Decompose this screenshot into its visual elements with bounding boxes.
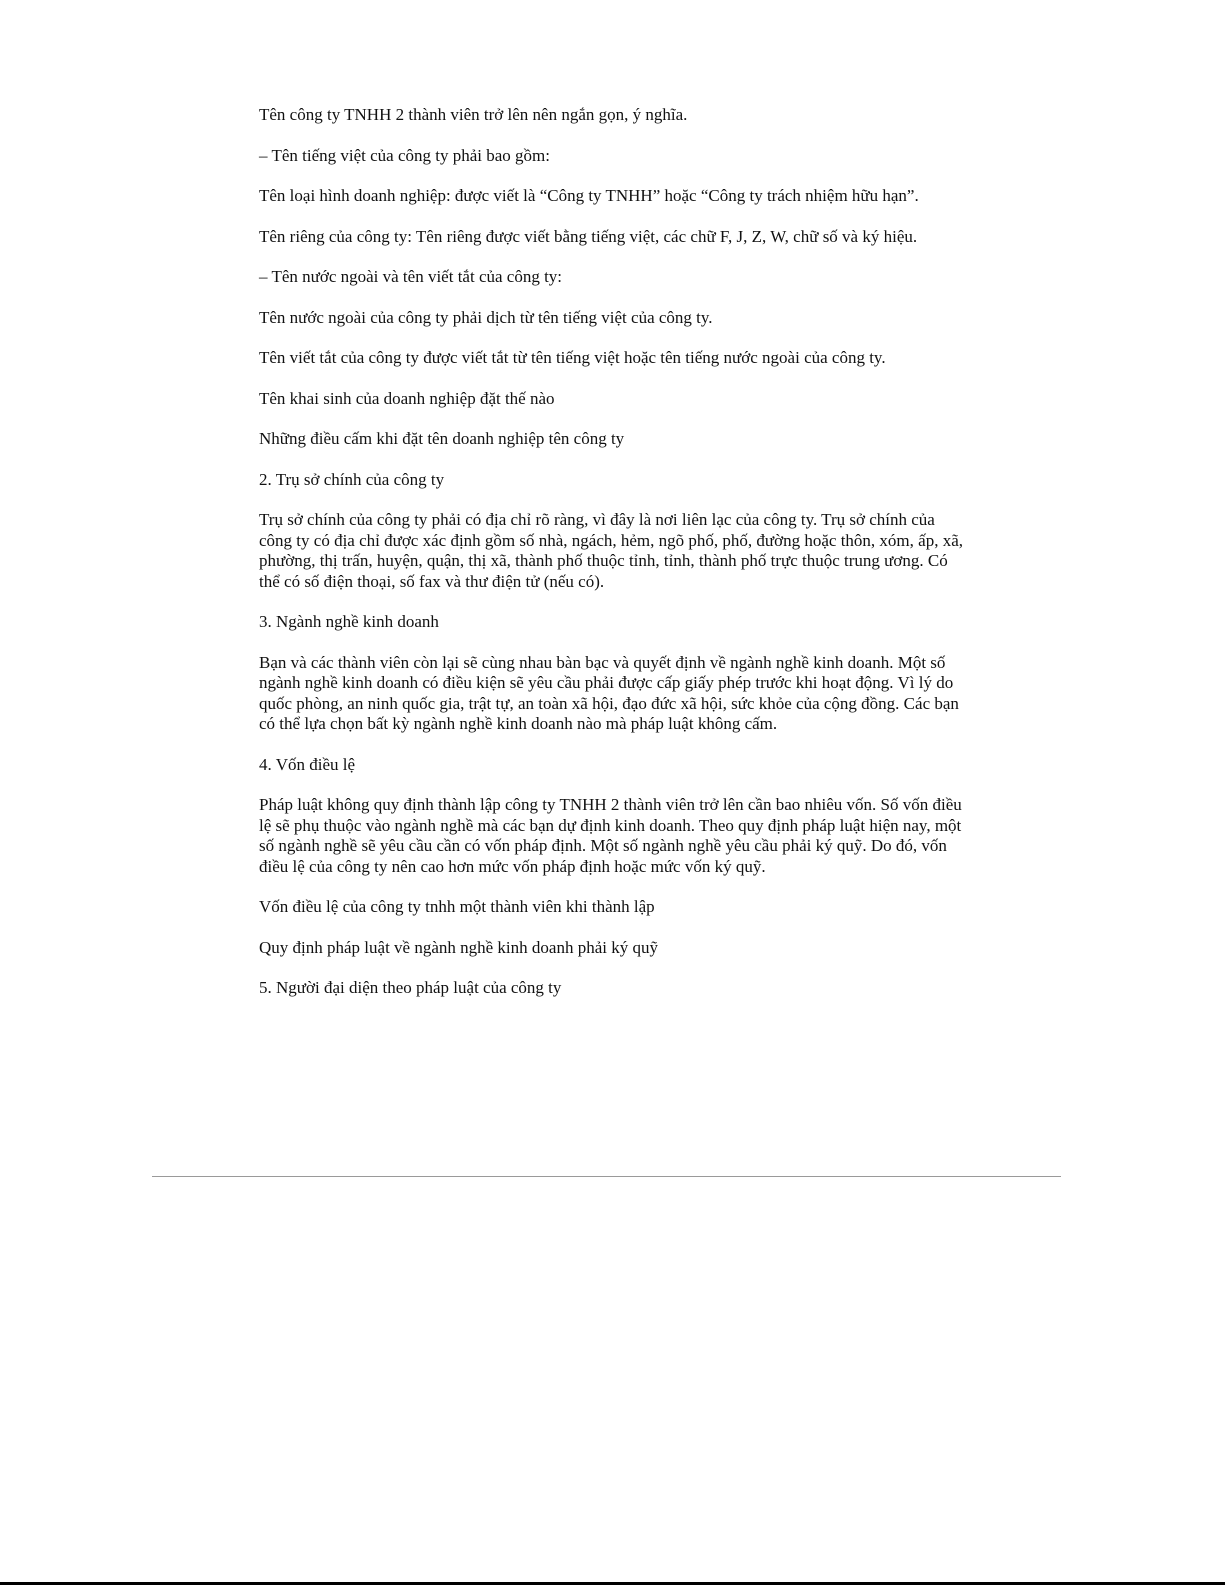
paragraph-charter-capital: Pháp luật không quy định thành lập công ty TNHH 2 thành viên trở lên cần bao nhiêu vốn. Số vốn điều lệ sẽ phụ thuộc vào ngành nghề mà các bạn dự định kinh doanh. Theo quy định pháp luật hiện nay, một số ngành nghề sẽ yêu cầu cần có vốn pháp định. Một số ngành nghề yêu cầu phải ký quỹ. Do đó, vốn điều lệ của công ty nên cao hơn mức vốn pháp định hoặc mức vốn ký quỹ.	[259, 795, 962, 876]
paragraph-deposit-regulation: Quy định pháp luật về ngành nghề kinh doanh phải ký quỹ	[259, 937, 658, 957]
section-heading-legal-representative: 5. Người đại diện theo pháp luật của công ty	[259, 978, 562, 997]
paragraph-proper-name: Tên riêng của công ty: Tên riêng được viết bằng tiếng việt, các chữ F, J, Z, W, chữ số và ký hiệu.	[259, 226, 918, 246]
paragraph-company-name-intro: Tên công ty TNHH 2 thành viên trở lên nên ngắn gọn, ý nghĩa.	[259, 105, 688, 124]
section-heading-headquarters: 2. Trụ sở chính của công ty	[259, 469, 445, 489]
paragraph-birth-name: Tên khai sinh của doanh nghiệp đặt thế nào	[259, 388, 555, 408]
paragraph-abbreviated-name: Tên viết tắt của công ty được viết tắt từ tên tiếng việt hoặc tên tiếng nước ngoài của công ty.	[259, 348, 886, 367]
section-heading-charter-capital: 4. Vốn điều lệ	[259, 754, 356, 774]
section-heading-business-lines: 3. Ngành nghề kinh doanh	[259, 612, 439, 631]
paragraph-foreign-name: Tên nước ngoài của công ty phải dịch từ tên tiếng việt của công ty.	[259, 307, 713, 327]
paragraph-naming-prohibitions: Những điều cấm khi đặt tên doanh nghiệp tên công ty	[259, 429, 625, 448]
paragraph-vietnamese-name-heading: – Tên tiếng việt của công ty phải bao gồm:	[259, 145, 550, 165]
paragraph-business-type-name: Tên loại hình doanh nghiệp: được viết là “Công ty TNHH” hoặc “Công ty trách nhiệm hữu hạn”.	[259, 186, 919, 205]
paragraph-business-lines: Bạn và các thành viên còn lại sẽ cùng nhau bàn bạc và quyết định về ngành nghề kinh doanh. Một số ngành nghề kinh doanh có điều kiện sẽ yêu cầu phải được cấp giấy phép trước khi hoạt động. Vì lý do quốc phòng, an ninh quốc gia, trật tự, an toàn xã hội, đạo đức xã hội, sức khỏe của cộng đồng. Các bạn có thể lựa chọn bất kỳ ngành nghề kinh doanh nào mà pháp luật không cấm.	[259, 652, 959, 733]
page-divider-line	[152, 1176, 1061, 1177]
paragraph-charter-capital-one-member: Vốn điều lệ của công ty tnhh một thành viên khi thành lập	[259, 897, 655, 916]
document-body	[259, 105, 969, 1019]
paragraph-headquarters: Trụ sở chính của công ty phải có địa chỉ rõ ràng, vì đây là nơi liên lạc của công ty. Trụ sở chính của công ty có địa chỉ được xác định gồm số nhà, ngách, hẻm, ngõ phố, phố, đường hoặc thôn, xóm, ấp, xã, phường, thị trấn, huyện, quận, thị xã, thành phố thuộc tỉnh, tỉnh, thành phố trực thuộc trung ương. Có thể có số điện thoại, số fax và thư điện tử (nếu có).	[259, 510, 963, 591]
paragraph-foreign-abbrev-heading: – Tên nước ngoài và tên viết tắt của công ty:	[259, 267, 563, 286]
